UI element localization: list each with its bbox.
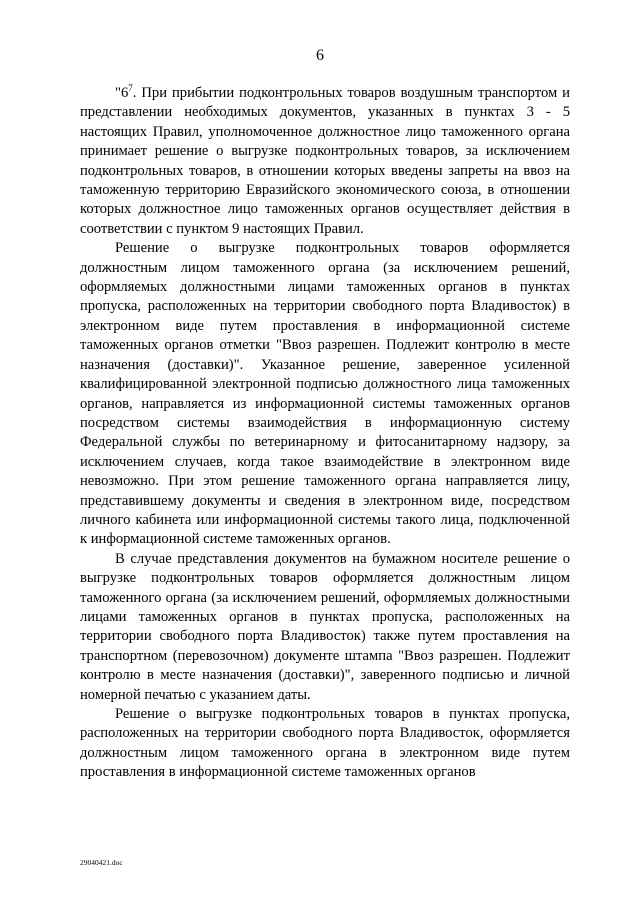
paragraph-point-6-7	[80, 84, 570, 239]
paragraph-electronic-decision: Решение о выгрузке подконтрольных товаров оформляется должностным лицом таможенного органа (за исключением решений, оформляемых должностными лицами таможенных органов в пунктах пропуска, расположенных на территории свободного порта Владивосток) в электронном виде путем проставления в информационной системе таможенных органов отметки "Ввоз разрешен. Подлежит контролю в месте назначения (доставки)". Указанное решение, заверенное усиленной квалифицированной электронной подписью должностного лица таможенных органов, направляется из информационной системы таможенных органов посредством системы взаимодействия в информационную систему Федеральной службы по ветеринарному и фитосанитарному надзору, за исключением случаев, когда такое взаимодействие в электронном виде невозможно. При этом решение таможенного органа направляется лицу, представившему документы и сведения в электронном виде, посредством личного кабинета или информационной системы такого лица, подключенной к информационной системе таможенных органов.	[80, 240, 570, 548]
point-number-superscript: 7	[128, 83, 133, 94]
point-number-prefix: "6	[115, 85, 129, 101]
paragraph-vladivostok-decision: Решение о выгрузке подконтрольных товаров в пунктах пропуска, расположенных на территории свободного порта Владивосток, оформляется должностным лицом таможенного органа в электронном виде путем проставления в информационной системе таможенных органов	[80, 706, 570, 781]
paragraph-paper-documents: В случае представления документов на бумажном носителе решение о выгрузке подконтрольных товаров оформляется должностным лицом таможенного органа (за исключением решений, оформляемых должностными лицами таможенных органов в пунктах пропуска, расположенных на территории свободного порта Владивосток) также путем проставления на транспортном (перевозочном) документе штампа "Ввоз разрешен. Подлежит контролю в месте назначения (доставки)", заверенного подписью и личной номерной печатью с указанием даты.	[80, 550, 570, 703]
document-body	[80, 84, 570, 783]
footer-filename: 29040421.doc	[80, 858, 123, 867]
paragraph-text: . При прибытии подконтрольных товаров воздушным транспортом и представлении необходимых документов, указанных в пунктах 3 - 5 настоящих Правил, уполномоченное должностное лицо таможенного органа принимает решение о выгрузке подконтрольных товаров, за исключением подконтрольных товаров, в отношении которых введены запреты на ввоз на таможенную территорию Евразийского экономического союза, в отношении которых должностное лицо таможенных органов осуществляет действия в соответствии с пунктом 9 настоящих Правил.	[80, 85, 570, 237]
page-number: 6	[316, 47, 324, 64]
